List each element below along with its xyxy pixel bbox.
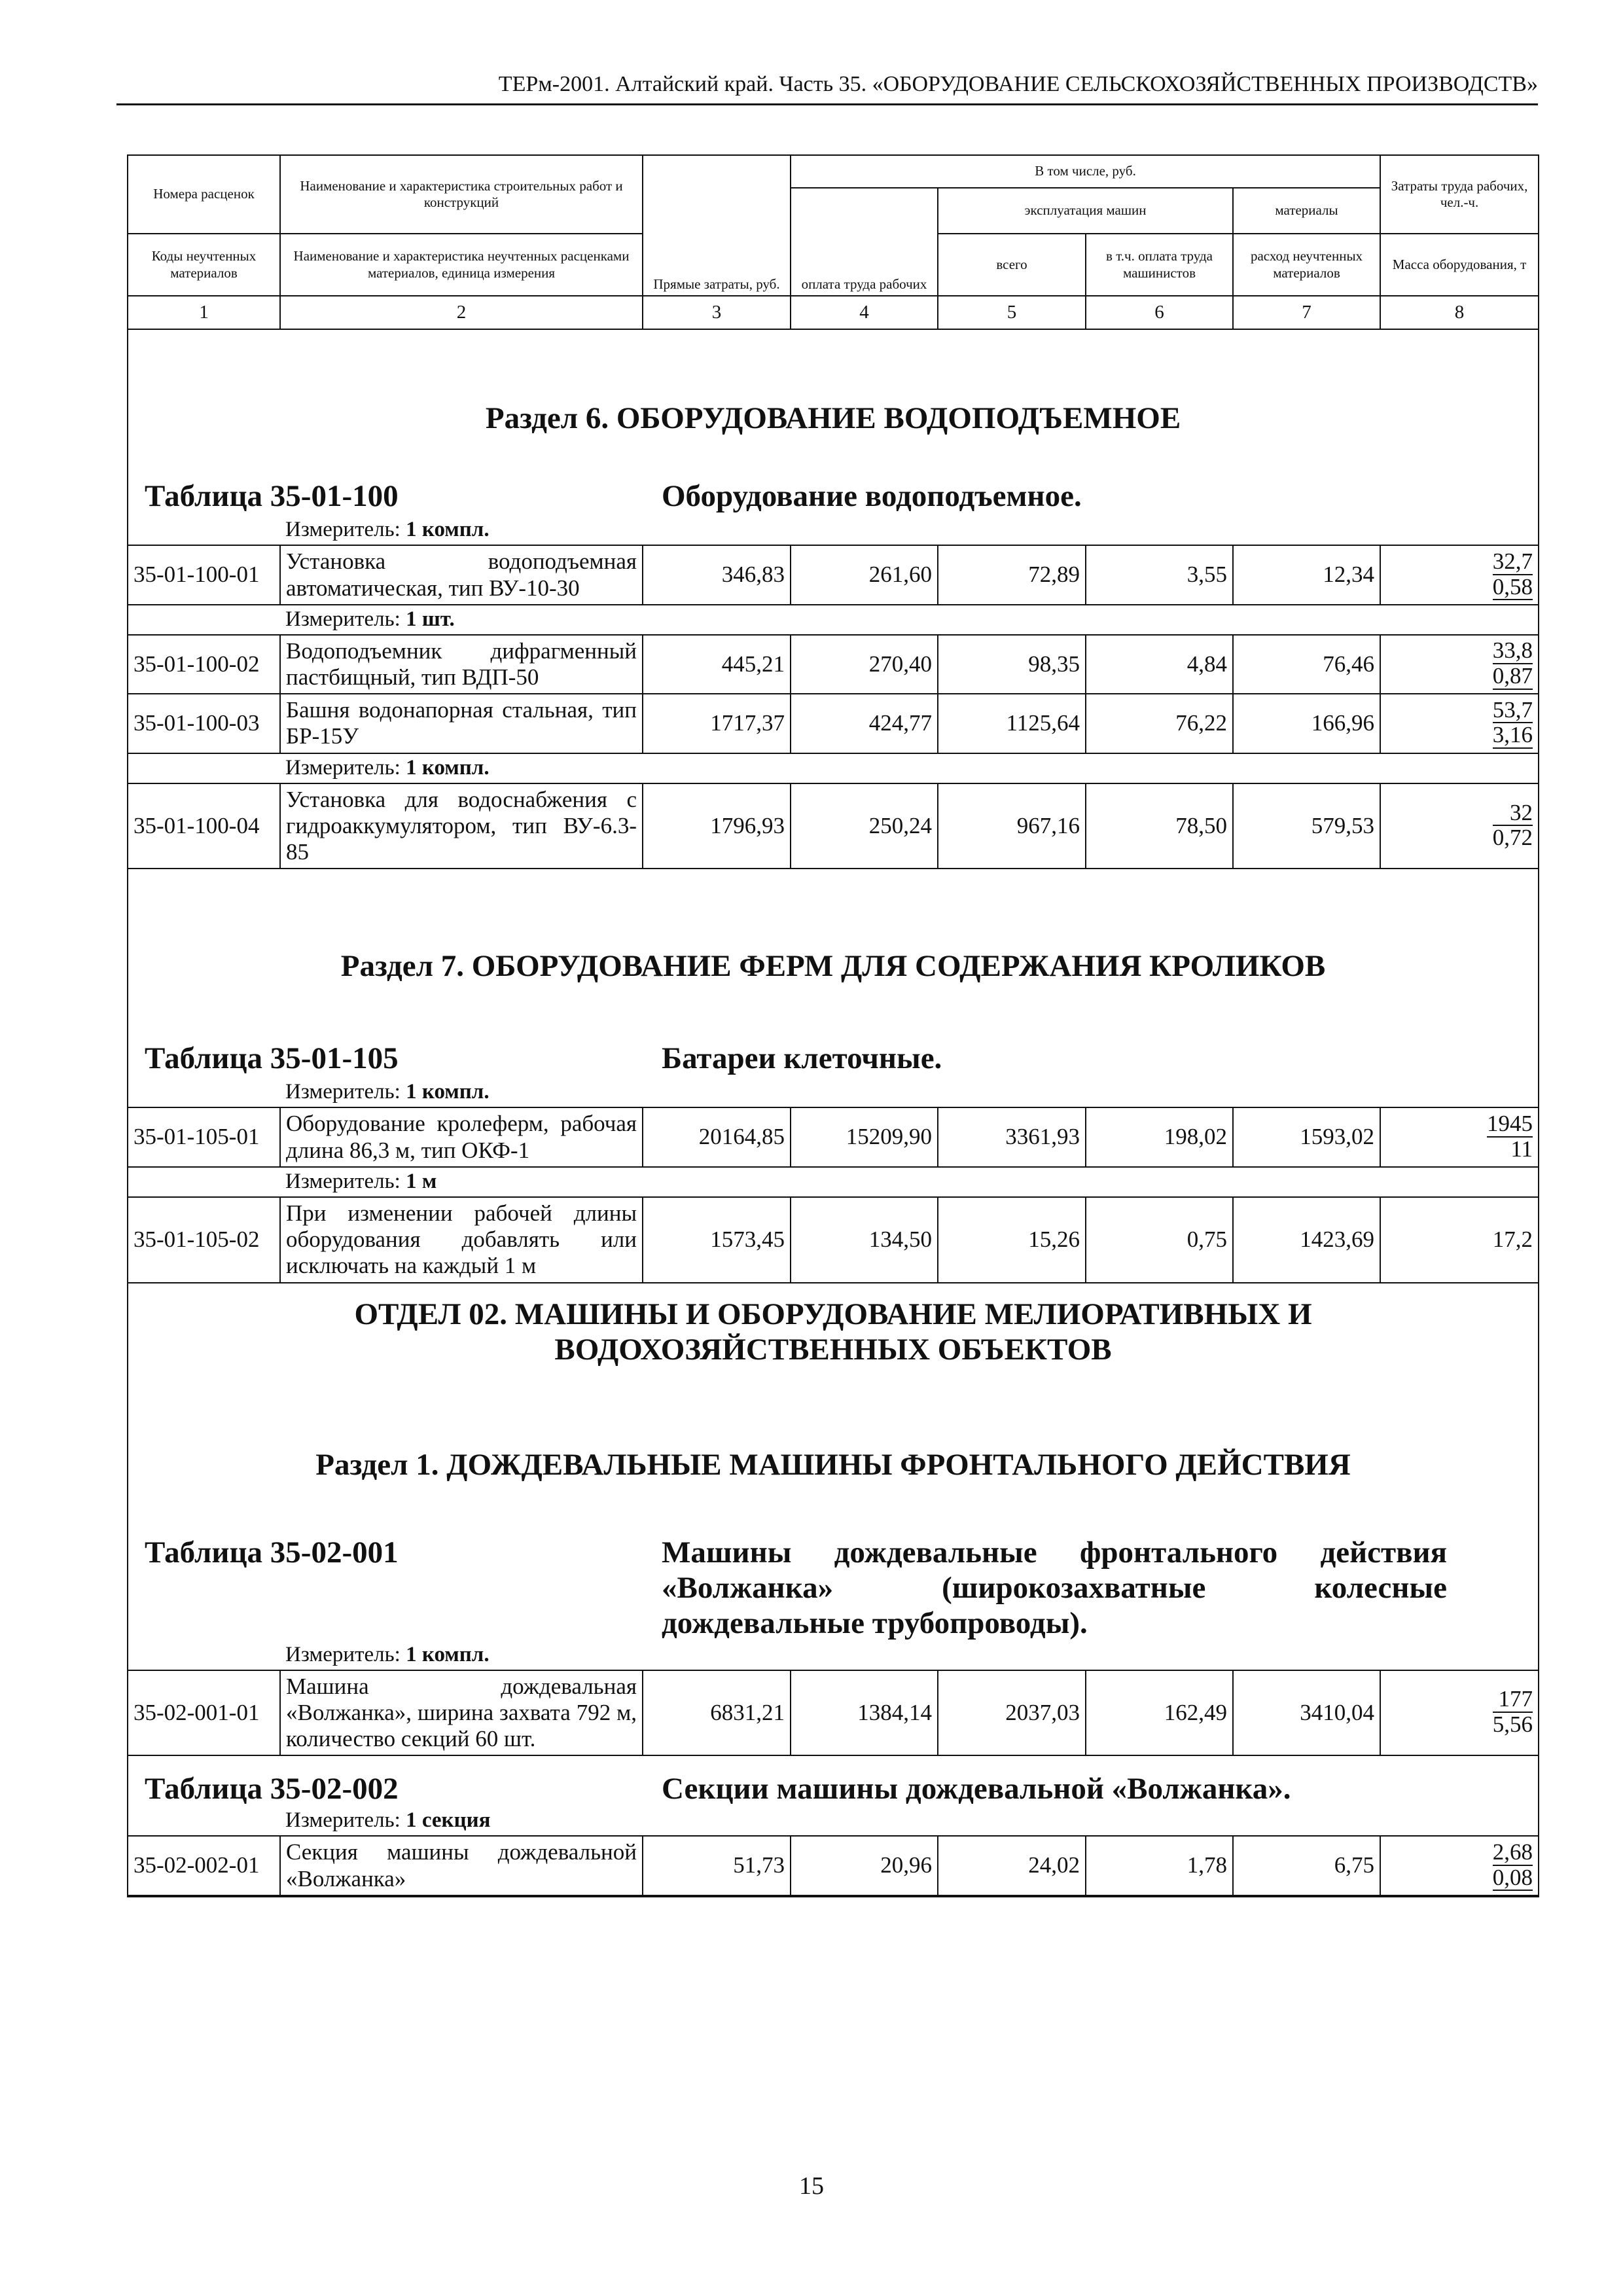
table-row — [128, 1836, 1539, 1896]
unit-row — [128, 516, 1539, 545]
labor-costs-value: 177 — [1493, 1687, 1533, 1713]
col-direct-costs: Прямые затраты, руб. — [643, 155, 791, 296]
operator-pay: 0,75 — [1086, 1197, 1233, 1283]
unit-value: 1 компл. — [406, 1080, 490, 1104]
rate-code: 35-01-100-02 — [128, 635, 280, 694]
unit-row — [128, 1806, 1539, 1836]
column-number: 2 — [280, 296, 643, 329]
labor-pay: 1384,14 — [791, 1670, 938, 1756]
unit-value: 1 шт. — [406, 607, 455, 631]
unit-label: Измеритель: — [285, 1808, 401, 1833]
labor-pay: 15209,90 — [791, 1107, 938, 1167]
table-title-row — [128, 1522, 1539, 1641]
unit-label: Измеритель: — [285, 518, 401, 542]
machine-costs: 2037,03 — [938, 1670, 1086, 1756]
rate-code: 35-01-100-01 — [128, 545, 280, 605]
col-unaccounted-materials: расход неучтенных материалов — [1233, 234, 1380, 296]
section-title: Раздел 6. ОБОРУДОВАНИЕ ВОДОПОДЪЕМНОЕ — [128, 329, 1539, 476]
direct-costs: 1717,37 — [643, 694, 791, 753]
rate-name: Машина дождевальная «Волжанка», ширина захвата 792 м, количество секций 60 шт. — [280, 1670, 643, 1756]
machine-costs: 15,26 — [938, 1197, 1086, 1283]
operator-pay: 4,84 — [1086, 635, 1233, 694]
col-materials: материалы — [1233, 188, 1380, 234]
labor-and-mass — [1380, 1836, 1539, 1896]
machine-costs: 967,16 — [938, 783, 1086, 869]
page-number: 15 — [799, 2172, 824, 2200]
machine-costs: 72,89 — [938, 545, 1086, 605]
operator-pay: 198,02 — [1086, 1107, 1233, 1167]
labor-and-mass — [1380, 545, 1539, 605]
table-row — [128, 545, 1539, 605]
section-row — [128, 329, 1539, 476]
rate-name: Установка для водоснабжения с гидроаккумулятором, тип ВУ-6.3-85 — [280, 783, 643, 869]
col-labor-pay: оплата труда рабочих — [791, 188, 938, 296]
table-label: Таблица 35-02-001 — [145, 1535, 399, 1570]
labor-pay: 134,50 — [791, 1197, 938, 1283]
table-label: Таблица 35-01-105 — [145, 1041, 399, 1076]
col-including: В том числе, руб. — [791, 155, 1380, 188]
labor-costs-value: 17,2 — [1380, 1197, 1539, 1283]
machine-costs: 24,02 — [938, 1836, 1086, 1896]
table-row — [128, 635, 1539, 694]
operator-pay: 3,55 — [1086, 545, 1233, 605]
labor-costs-value: 2,68 — [1492, 1839, 1533, 1865]
rate-code: 35-01-105-02 — [128, 1197, 280, 1283]
labor-costs-value: 32 — [1493, 801, 1533, 827]
column-number: 4 — [791, 296, 938, 329]
machine-costs: 98,35 — [938, 635, 1086, 694]
material-costs: 1423,69 — [1233, 1197, 1380, 1283]
col-equipment-mass: Масса оборудования, т — [1380, 234, 1539, 296]
equipment-mass-value: 0,72 — [1492, 825, 1533, 851]
unit-value: 1 компл. — [406, 755, 490, 780]
rate-code: 35-02-001-01 — [128, 1670, 280, 1756]
column-number: 5 — [938, 296, 1086, 329]
labor-and-mass — [1380, 783, 1539, 869]
column-number: 8 — [1380, 296, 1539, 329]
column-number: 6 — [1086, 296, 1233, 329]
rate-code: 35-01-105-01 — [128, 1107, 280, 1167]
labor-costs-value: 53,7 — [1492, 696, 1533, 723]
department-title — [128, 1283, 1539, 1410]
unit-value: 1 секция — [406, 1808, 491, 1833]
table-title-row — [128, 1039, 1539, 1078]
material-costs: 6,75 — [1233, 1836, 1380, 1896]
rate-code: 35-02-002-01 — [128, 1836, 280, 1896]
operator-pay: 1,78 — [1086, 1836, 1233, 1896]
department-title-line: ВОДОХОЗЯЙСТВЕННЫХ ОБЪЕКТОВ — [554, 1332, 1112, 1367]
unit-label: Измеритель: — [285, 1080, 401, 1104]
section-row — [128, 869, 1539, 1039]
table-title: Секции машины дождевальной «Волжанка». — [662, 1772, 1291, 1806]
unit-value: 1 компл. — [406, 518, 490, 542]
direct-costs: 1573,45 — [643, 1197, 791, 1283]
header-row-1 — [128, 155, 1539, 188]
table-label: Таблица 35-01-100 — [145, 479, 399, 514]
direct-costs: 51,73 — [643, 1836, 791, 1896]
labor-and-mass — [1380, 694, 1539, 753]
unit-row — [128, 605, 1539, 635]
table-title: Батареи клеточные. — [662, 1041, 942, 1076]
department-title-line: ОТДЕЛ 02. МАШИНЫ И ОБОРУДОВАНИЕ МЕЛИОРАТИВНЫХ И — [354, 1297, 1312, 1331]
equipment-mass-value: 11 — [1510, 1136, 1533, 1162]
column-number: 1 — [128, 296, 280, 329]
section-title: Раздел 7. ОБОРУДОВАНИЕ ФЕРМ ДЛЯ СОДЕРЖАНИЯ КРОЛИКОВ — [128, 869, 1539, 1039]
rate-name: Башня водонапорная стальная, тип БР-15У — [280, 694, 643, 753]
equipment-mass-value: 5,56 — [1492, 1712, 1533, 1738]
rate-name: Водоподъемник дифрагменный пастбищный, тип ВДП-50 — [280, 635, 643, 694]
labor-pay: 20,96 — [791, 1836, 938, 1896]
col-material-codes: Коды неучтенных материалов — [128, 234, 280, 296]
labor-pay: 270,40 — [791, 635, 938, 694]
labor-pay: 424,77 — [791, 694, 938, 753]
operator-pay: 162,49 — [1086, 1670, 1233, 1756]
labor-pay: 261,60 — [791, 545, 938, 605]
table-title: Оборудование водоподъемное. — [662, 479, 1082, 514]
table-row — [128, 783, 1539, 869]
section-title: Раздел 1. ДОЖДЕВАЛЬНЫЕ МАШИНЫ ФРОНТАЛЬНОГО ДЕЙСТВИЯ — [128, 1410, 1539, 1522]
table-row — [128, 1670, 1539, 1756]
table-label: Таблица 35-02-002 — [145, 1772, 399, 1806]
col-work-name: Наименование и характеристика строительных работ и конструкций — [280, 155, 643, 234]
equipment-mass-value: 0,58 — [1492, 573, 1533, 600]
col-labor-costs: Затраты труда рабочих, чел.-ч. — [1380, 155, 1539, 234]
labor-costs-value: 1945 — [1487, 1111, 1533, 1137]
equipment-mass-value: 0,87 — [1492, 662, 1533, 689]
material-costs: 3410,04 — [1233, 1670, 1380, 1756]
machine-costs: 3361,93 — [938, 1107, 1086, 1167]
unit-label: Измеритель: — [285, 607, 401, 631]
unit-value: 1 м — [406, 1169, 437, 1193]
rate-name: Установка водоподъемная автоматическая, тип ВУ-10-30 — [280, 545, 643, 605]
direct-costs: 20164,85 — [643, 1107, 791, 1167]
unit-value: 1 компл. — [406, 1642, 490, 1666]
rates-table — [127, 154, 1539, 1897]
col-total: всего — [938, 234, 1086, 296]
table-title-row — [128, 1755, 1539, 1806]
material-costs: 12,34 — [1233, 545, 1380, 605]
equipment-mass-value: 0,08 — [1492, 1864, 1533, 1890]
column-numbers-row — [128, 296, 1539, 329]
unit-row — [128, 753, 1539, 783]
direct-costs: 445,21 — [643, 635, 791, 694]
direct-costs: 1796,93 — [643, 783, 791, 869]
rate-name: Секция машины дождевальной «Волжанка» — [280, 1836, 643, 1896]
col-rate-numbers: Номера расценок — [128, 155, 280, 234]
labor-pay: 250,24 — [791, 783, 938, 869]
material-costs: 1593,02 — [1233, 1107, 1380, 1167]
rate-name: Оборудование кролеферм, рабочая длина 86,3 м, тип ОКФ-1 — [280, 1107, 643, 1167]
labor-and-mass — [1380, 1107, 1539, 1167]
operator-pay: 78,50 — [1086, 783, 1233, 869]
material-costs: 166,96 — [1233, 694, 1380, 753]
rate-code: 35-01-100-04 — [128, 783, 280, 869]
operator-pay: 76,22 — [1086, 694, 1233, 753]
rate-name: При изменении рабочей длины оборудования добавлять или исключать на каждый 1 м — [280, 1197, 643, 1283]
machine-costs: 1125,64 — [938, 694, 1086, 753]
unit-row — [128, 1167, 1539, 1197]
labor-costs-value: 32,7 — [1492, 548, 1533, 574]
section-row — [128, 1410, 1539, 1522]
table-row — [128, 1107, 1539, 1167]
material-costs: 579,53 — [1233, 783, 1380, 869]
col-machine-operation: эксплуатация машин — [938, 188, 1233, 234]
direct-costs: 346,83 — [643, 545, 791, 605]
unit-row — [128, 1641, 1539, 1670]
col-incl-operators: в т.ч. оплата труда машинистов — [1086, 234, 1233, 296]
labor-and-mass — [1380, 635, 1539, 694]
labor-costs-value: 33,8 — [1492, 637, 1533, 664]
table-row — [128, 694, 1539, 753]
table-title-row — [128, 476, 1539, 516]
table-title: Машины дождевальные фронтального действия «Волжанка» (широкозахватные колесные дождевальные трубопроводы). — [662, 1535, 1447, 1640]
labor-and-mass — [1380, 1670, 1539, 1756]
unit-label: Измеритель: — [285, 755, 401, 780]
column-number: 7 — [1233, 296, 1380, 329]
unit-row — [128, 1078, 1539, 1107]
table-row — [128, 1197, 1539, 1283]
rate-code: 35-01-100-03 — [128, 694, 280, 753]
material-costs: 76,46 — [1233, 635, 1380, 694]
department-row — [128, 1283, 1539, 1410]
equipment-mass-value: 3,16 — [1492, 722, 1533, 748]
unit-label: Измеритель: — [285, 1642, 401, 1666]
running-header: ТЕРм-2001. Алтайский край. Часть 35. «ОБОРУДОВАНИЕ СЕЛЬСКОХОЗЯЙСТВЕННЫХ ПРОИЗВОДСТВ» — [116, 72, 1538, 105]
column-number: 3 — [643, 296, 791, 329]
direct-costs: 6831,21 — [643, 1670, 791, 1756]
unit-label: Измеритель: — [285, 1169, 401, 1193]
col-material-names: Наименование и характеристика неучтенных расценками материалов, единица измерения — [280, 234, 643, 296]
